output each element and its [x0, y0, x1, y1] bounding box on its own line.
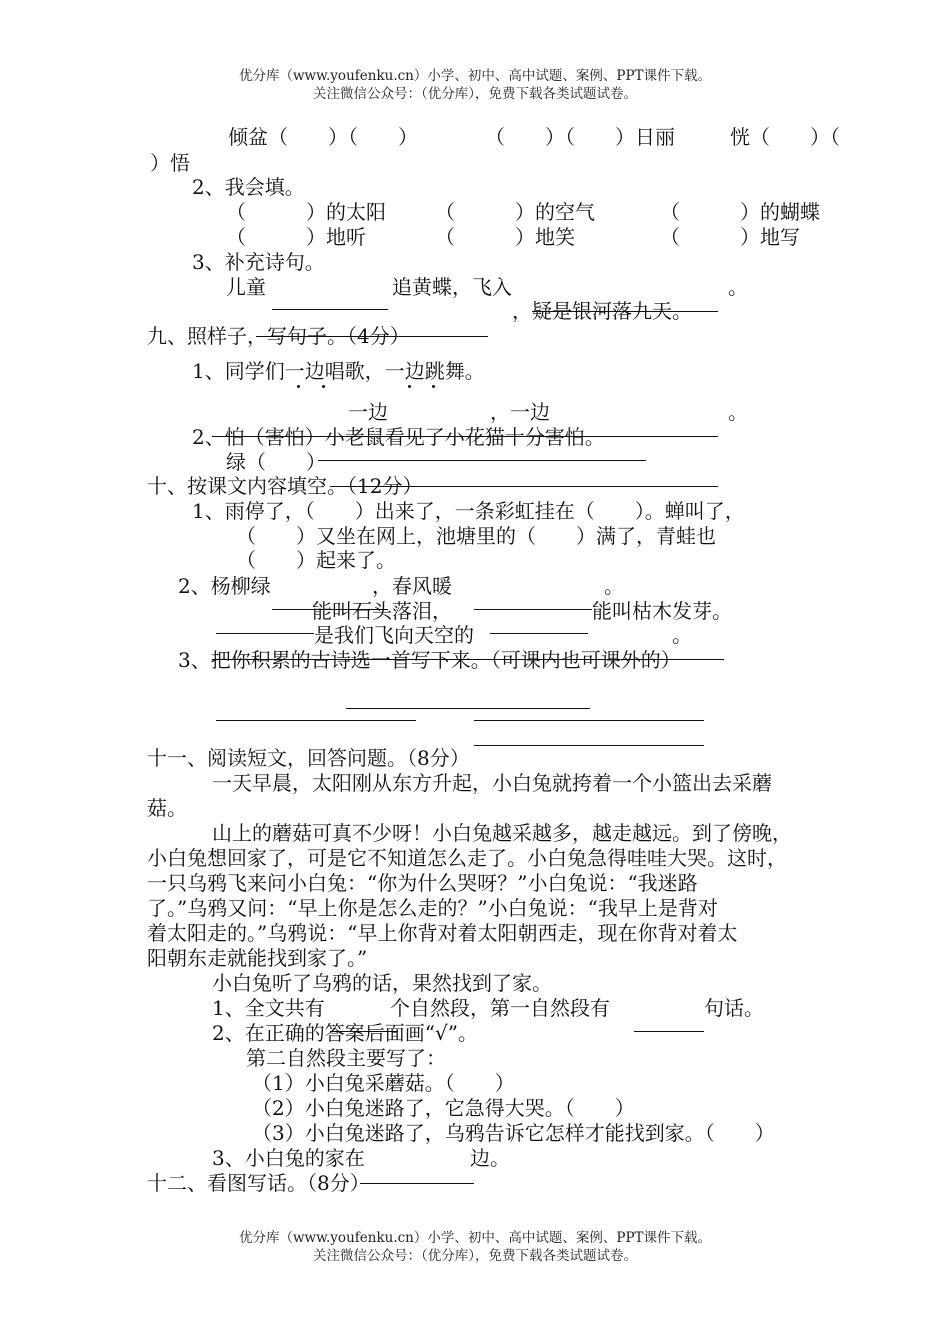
text-line: 。	[604, 574, 624, 598]
answer-line	[272, 609, 388, 610]
passage-line: 小白兔听了乌鸦的话，果然找到了家。	[212, 971, 552, 995]
fill-item: （ ）的太阳	[226, 200, 386, 224]
answer-line	[360, 1183, 474, 1184]
poem-text: 儿童	[226, 275, 266, 299]
answer-line	[330, 486, 718, 487]
passage-line: 一只乌鸦飞来问小白兔：“你为什么哭呀？”小白兔说：“我迷路	[147, 871, 698, 895]
page-footer-line-2: 关注微信公众号：（优分库），免费下载各类试题试卷。	[313, 1248, 637, 1264]
fill-text: 绿（ ）	[226, 450, 326, 474]
question-text: 2、在正确的答案后面画“√”。	[212, 1021, 478, 1045]
answer-line	[318, 460, 646, 461]
passage-line: 着太阳走的。”乌鸦说：“早上你背对着太阳朝西走，现在你背对着太	[147, 921, 738, 945]
answer-line	[634, 1031, 704, 1032]
text-line: 是我们飞向天空的	[314, 623, 474, 647]
answer-line	[212, 659, 724, 660]
text-line: 3、把你积累的古诗选一首写下来。（可课内也可课外的）	[178, 648, 681, 672]
question-8-3-title: 3、补充诗句。	[192, 250, 325, 274]
question-text: 句话。	[704, 996, 764, 1020]
question-text: 第二自然段主要写了：	[246, 1046, 446, 1070]
text-line: （ ）起来了。	[236, 548, 396, 572]
option-item: （2）小白兔迷路了，它急得大哭。（ ）	[252, 1096, 635, 1120]
idiom-blank-a: 倾盆（ ）（ ）	[228, 125, 418, 149]
example-sentence-1: 1、同学们一边唱歌，一边跳舞。	[192, 359, 485, 383]
section-12-title: 十二、看图写话。（8分）	[147, 1171, 370, 1195]
text-line: （ ）又坐在网上，池塘里的（ ）满了，青蛙也	[236, 524, 716, 548]
answer-line	[330, 1031, 398, 1032]
text-line: 1、雨停了，（ ）出来了，一条彩虹挂在（ ）。蝉叫了，	[192, 499, 745, 523]
question-text: 1、全文共有	[212, 996, 325, 1020]
passage-line: 了。”乌鸦又问：“早上你是怎么走的？”小白兔说：“我早上是背对	[147, 896, 718, 920]
text-line: 2、杨柳绿	[178, 574, 271, 598]
fill-text: 。	[728, 400, 748, 424]
text-line: 能叫枯木发芽。	[592, 599, 732, 623]
answer-line	[474, 609, 592, 610]
poem-text: 追黄蝶，飞入	[392, 275, 512, 299]
idiom-blank-c-end: ）悟	[150, 151, 190, 175]
answer-line	[474, 720, 704, 721]
answer-line	[216, 633, 314, 634]
answer-line	[216, 720, 416, 721]
emphasis-dot	[408, 385, 411, 388]
fill-item: （ ）地写	[660, 225, 800, 249]
text-line: ，春风暖	[372, 574, 452, 598]
page-header-line-2: 关注微信公众号：（优分库），免费下载各类试题试卷。	[313, 86, 637, 102]
question-8-2-title: 2、我会填。	[192, 175, 305, 199]
section-11-title: 十一、阅读短文，回答问题。（8分）	[147, 746, 470, 770]
answer-line	[532, 311, 718, 312]
answer-line	[272, 309, 388, 310]
fill-item: （ ）地听	[226, 225, 366, 249]
example-sentence-2: 2、怕（害怕）小老鼠看见了小花猫十分害怕。	[192, 425, 605, 449]
fill-item: （ ）地笑	[435, 225, 575, 249]
answer-line	[212, 436, 718, 437]
idiom-blank-b: （ ）（ ）日丽	[485, 125, 675, 149]
question-text: 边。	[470, 1146, 510, 1170]
page-header-line-1: 优分库（www.youfenku.cn）小学、初中、高中试题、案例、PPT课件下载。	[238, 68, 712, 84]
idiom-blank-c: 恍（ ）（	[730, 125, 840, 149]
fill-text: ，一边	[490, 400, 550, 424]
question-text: 3、小白兔的家在	[212, 1146, 365, 1170]
answer-line	[474, 745, 704, 746]
emphasis-dot	[432, 385, 435, 388]
question-text: 个自然段，第一自然段有	[390, 996, 610, 1020]
answer-line	[256, 336, 488, 337]
poem-text: 。	[728, 275, 748, 299]
section-10-title: 十、按课文内容填空。（12分）	[147, 474, 423, 498]
option-item: （1）小白兔采蘑菇。（ ）	[252, 1071, 515, 1095]
emphasis-dot	[322, 385, 325, 388]
section-9-title: 九、照样子，写句子。（4分）	[147, 324, 410, 348]
passage-line: 阳朝东走就能找到家了。”	[147, 946, 368, 970]
answer-line	[346, 708, 590, 709]
emphasis-dot	[297, 385, 300, 388]
passage-line: 菇。	[147, 796, 187, 820]
passage-line: 一天早晨，太阳刚从东方升起，小白兔就挎着一个小篮出去采蘑	[212, 771, 772, 795]
fill-text: 一边	[348, 400, 388, 424]
text-line: 。	[672, 623, 692, 647]
poem-text: ，疑是银河落九天。	[512, 299, 692, 323]
fill-item: （ ）的空气	[435, 200, 595, 224]
text-line: 能叫石头落泪，	[312, 599, 452, 623]
answer-line	[490, 633, 588, 634]
passage-line: 山上的蘑菇可真不少呀！小白兔越采越多，越走越远。到了傍晚，	[212, 821, 792, 845]
option-item: （3）小白兔迷路了，乌鸦告诉它怎样才能找到家。（ ）	[252, 1121, 775, 1145]
passage-line: 小白兔想回家了，可是它不知道怎么走了。小白兔急得哇哇大哭。这时，	[147, 846, 787, 870]
page-footer-line-1: 优分库（www.youfenku.cn）小学、初中、高中试题、案例、PPT课件下载。	[238, 1230, 712, 1246]
fill-item: （ ）的蝴蝶	[660, 200, 820, 224]
